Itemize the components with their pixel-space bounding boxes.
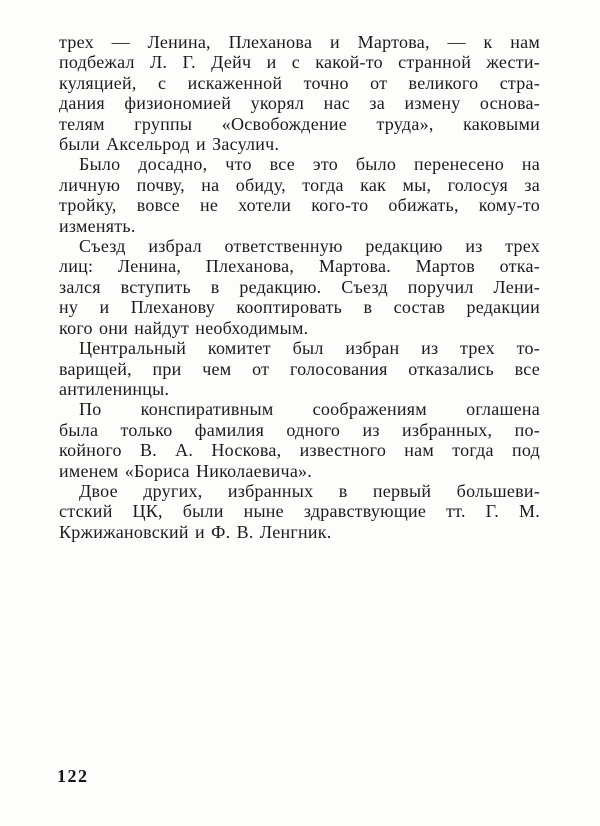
text-line: была только фамилия одного из избранных, по-: [59, 419, 540, 440]
text-line: изменять.: [59, 215, 136, 236]
text-line: Центральный комитет был избран из трех то-: [79, 338, 540, 359]
page-number: 122: [57, 766, 89, 786]
text-line: стский ЦК, были ныне здравствующие тт. Г. М.: [59, 501, 540, 522]
text-line: личную почву, на обиду, тогда как мы, голосуя за: [59, 174, 540, 195]
paragraph-4: [59, 338, 540, 399]
text-block: [59, 32, 540, 542]
text-line: куляцией, с искаженной точно от великого стра-: [59, 72, 540, 93]
text-line: койного В. А. Носкова, известного нам тогда под: [59, 440, 540, 461]
text-line: телям группы «Освобождение труда», каковыми: [59, 113, 540, 134]
text-line: антиленинцы.: [59, 378, 170, 399]
text-line: подбежал Л. Г. Дейч и с какой-то странной жести-: [59, 52, 540, 73]
paragraph-3: [59, 236, 540, 338]
text-line: ну и Плеханову кооптировать в состав редакции: [59, 297, 540, 318]
text-line: Было досадно, что все это было перенесено на: [79, 154, 540, 175]
text-line: были Аксельрод и Засулич.: [59, 134, 280, 155]
text-line: Двое других, избранных в первый большеви-: [79, 480, 540, 501]
text-line: зался вступить в редакцию. Съезд поручил Лени-: [59, 276, 540, 297]
paragraph-1: [59, 32, 540, 154]
text-line: тройку, вовсе не хотели кого-то обижать, кому-то: [59, 195, 540, 216]
text-line: лиц: Ленина, Плеханова, Мартова. Мартов отка-: [59, 256, 540, 277]
text-line: варищей, при чем от голосования отказались все: [59, 358, 540, 379]
text-line: трех — Ленина, Плеханова и Мартова, — к нам: [59, 32, 540, 52]
text-line: дания физиономией укорял нас за измену основа-: [59, 93, 540, 114]
paragraph-2: [59, 154, 540, 236]
text-line: Кржижановский и Ф. В. Ленгник.: [59, 521, 332, 542]
text-line: именем «Бориса Николаевича».: [59, 460, 313, 481]
text-line: кого они найдут необходимым.: [59, 317, 309, 338]
text-line: По конспиративным соображениям оглашена: [79, 399, 540, 420]
paragraph-6: [59, 481, 540, 542]
paragraph-5: [59, 399, 540, 481]
text-line: Съезд избрал ответственную редакцию из трех: [79, 236, 540, 257]
